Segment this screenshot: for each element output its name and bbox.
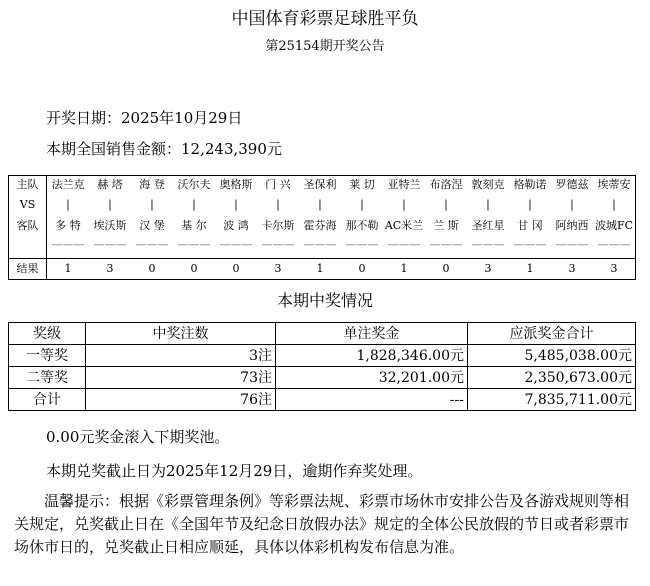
away-team: 埃沃斯 — [93, 219, 127, 232]
home-team: 亚特兰 — [387, 178, 421, 191]
vs-mark: | — [66, 198, 70, 211]
match-result: 3 — [274, 262, 282, 275]
away-team: 兰 斯 — [433, 219, 459, 232]
total-cell: 7,835,711.00元 — [468, 389, 636, 411]
home-team: 格勒诺 — [513, 178, 547, 191]
home-team: 圣保利 — [303, 178, 337, 191]
dash-divider: ——— — [93, 238, 127, 251]
home-team: 敦刻克 — [471, 178, 505, 191]
home-team: 海 登 — [139, 178, 165, 191]
match-result: 1 — [64, 262, 72, 275]
total-cell: 2,350,673.00元 — [468, 367, 636, 389]
home-team: 罗德兹 — [555, 178, 589, 191]
home-team: 奥格斯 — [219, 178, 253, 191]
vs-mark: | — [444, 198, 448, 211]
home-team: 门 兴 — [265, 178, 291, 191]
home-label: 主队 — [16, 178, 39, 191]
tip-paragraph: 温馨提示：根据《彩票管理条例》等彩票法规、彩票市场休市安排公告及各游戏规则等相关规定，兑奖截止日在《全国年节及纪念日放假办法》规定的全体公民放假的节日或者彩票市场休市日的，兑奖截止日相应顺延，具体以体彩机构发布信息为准。 — [14, 492, 630, 556]
vs-mark: | — [318, 198, 322, 211]
sales-amount: 本期全国销售金额：12,243,390元 — [46, 140, 282, 158]
home-team: 莱 切 — [349, 178, 375, 191]
home-team: 赫 塔 — [97, 178, 123, 191]
match-result: 3 — [568, 262, 576, 275]
draw-date: 开奖日期：2025年10月29日 — [46, 109, 243, 127]
dash-divider: ——— — [597, 238, 631, 251]
count-cell: 73注 — [86, 367, 276, 389]
vs-mark: | — [360, 198, 364, 211]
vs-mark: | — [486, 198, 490, 211]
count-cell: 3注 — [86, 345, 276, 367]
total-cell: 5,485,038.00元 — [468, 345, 636, 367]
home-team: 沃尔夫 — [177, 178, 211, 191]
dash-divider: ——— — [555, 238, 589, 251]
away-team: 多 特 — [55, 219, 81, 232]
away-team: 阿纳西 — [555, 219, 589, 232]
unit-cell: 1,828,346.00元 — [276, 345, 468, 367]
result-label: 结果 — [16, 262, 39, 275]
away-team: 汉 堡 — [139, 219, 165, 232]
level-cell: 一等奖 — [9, 345, 86, 367]
dash-divider: ——— — [471, 238, 505, 251]
table-row — [9, 345, 636, 367]
dash-divider: ——— — [345, 238, 379, 251]
count-cell: 76注 — [86, 389, 276, 411]
match-result: 1 — [316, 262, 324, 275]
home-team: 法兰克 — [51, 178, 85, 191]
pool-note: 0.00元奖金滚入下期奖池。 — [46, 428, 230, 446]
away-team: 甘 冈 — [517, 219, 543, 232]
away-team: 基 尔 — [181, 219, 207, 232]
away-team: 波城FC — [594, 219, 634, 232]
prize-header-row — [9, 323, 636, 345]
away-team: 波 鸿 — [223, 219, 249, 232]
dash-divider: ——— — [303, 238, 337, 251]
away-team: AC米兰 — [384, 219, 424, 232]
dash-divider: ——— — [429, 238, 463, 251]
vs-mark: | — [528, 198, 532, 211]
vs-mark: | — [612, 198, 616, 211]
header-total: 应派奖金合计 — [468, 323, 636, 345]
match-result: 1 — [400, 262, 408, 275]
away-team: 卡尔斯 — [261, 219, 295, 232]
vs-mark: | — [402, 198, 406, 211]
away-team: 圣红星 — [471, 219, 505, 232]
away-label: 客队 — [16, 219, 39, 232]
deadline-note: 本期兑奖截止日为2025年12月29日，逾期作弃奖处理。 — [46, 462, 423, 480]
page-title: 中国体育彩票足球胜平负 — [231, 9, 419, 29]
vs-mark: | — [570, 198, 574, 211]
level-cell: 合计 — [9, 389, 86, 411]
dash-divider: ——— — [177, 238, 211, 251]
vs-mark: | — [276, 198, 280, 211]
dash-divider: ——— — [513, 238, 547, 251]
match-result: 3 — [484, 262, 492, 275]
match-result: 0 — [148, 262, 156, 275]
unit-cell: --- — [276, 389, 468, 411]
match-result: 3 — [610, 262, 618, 275]
match-result: 1 — [526, 262, 534, 275]
match-result: 3 — [106, 262, 114, 275]
issue-subtitle: 第25154期开奖公告 — [265, 39, 385, 54]
home-team: 埃蒂安 — [597, 178, 631, 191]
table-row — [9, 367, 636, 389]
dash-divider: ——— — [261, 238, 295, 251]
vs-mark: | — [234, 198, 238, 211]
match-result: 0 — [190, 262, 198, 275]
vs-mark: | — [150, 198, 154, 211]
match-result: 0 — [442, 262, 450, 275]
dash-divider: ——— — [135, 238, 169, 251]
vs-mark: | — [108, 198, 112, 211]
vs-mark: | — [192, 198, 196, 211]
vs-label: VS — [19, 198, 36, 211]
dash-divider: ——— — [387, 238, 421, 251]
header-count: 中奖注数 — [86, 323, 276, 345]
table-row — [9, 389, 636, 411]
header-unit: 单注奖金 — [276, 323, 468, 345]
header-level: 奖级 — [9, 323, 86, 345]
away-team: 霍芬海 — [303, 219, 337, 232]
match-result: 0 — [232, 262, 240, 275]
prize-section-title: 本期中奖情况 — [276, 291, 373, 310]
level-cell: 二等奖 — [9, 367, 86, 389]
dash-divider: ——— — [219, 238, 253, 251]
dash-divider: ——— — [51, 238, 85, 251]
prize-table — [8, 322, 636, 411]
result-divider — [9, 258, 635, 259]
match-grid — [8, 175, 636, 280]
match-result: 0 — [358, 262, 366, 275]
away-team: 那不勒 — [345, 219, 379, 232]
home-team: 布洛涅 — [429, 178, 463, 191]
unit-cell: 32,201.00元 — [276, 367, 468, 389]
